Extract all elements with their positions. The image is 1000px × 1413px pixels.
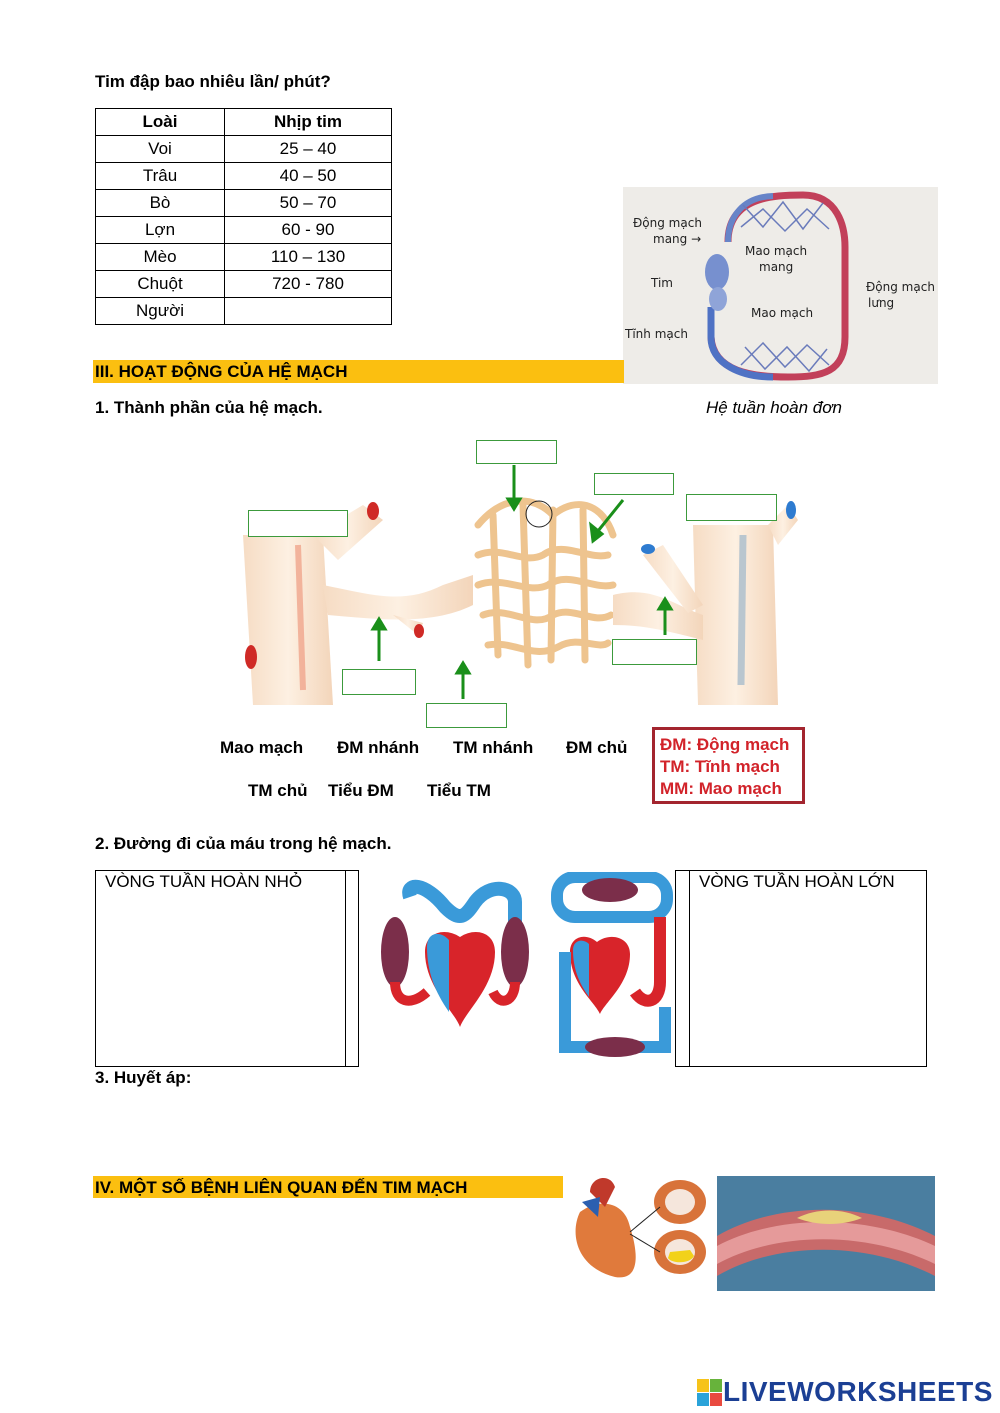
blank-vena-cava[interactable] (686, 494, 777, 521)
word-aorta: ĐM chủ (566, 738, 628, 757)
table-divider-right (675, 870, 690, 1067)
subheading-blood-pressure: 3. Huyết áp: (95, 1068, 192, 1087)
systemic-circulation-box[interactable] (689, 870, 927, 1067)
table-row (96, 217, 392, 244)
table-cell: 50 – 70 (225, 190, 392, 217)
word-capillary: Mao mạch (220, 738, 304, 757)
word-vein-branch: TM nhánh (453, 738, 534, 757)
blank-capillary-top[interactable] (476, 440, 557, 464)
table-row (96, 190, 392, 217)
heart-rate-answer-cell[interactable] (225, 298, 392, 325)
table-cell: 60 - 90 (225, 217, 392, 244)
table-cell: Người (96, 298, 225, 325)
liveworksheets-logo-text: LIVEWORKSHEETS (723, 1376, 993, 1407)
blank-vein-branch[interactable] (612, 639, 697, 665)
label-gill-capillary: Mao mạch (745, 244, 808, 258)
table-cell: Lợn (96, 217, 225, 244)
label-capillary: Mao mạch (751, 306, 814, 320)
heart-disease-image (560, 1172, 715, 1282)
table-row (96, 163, 392, 190)
legend-capillary: MM: Mao mạch (660, 779, 782, 798)
table-cell: Voi (96, 136, 225, 163)
table-divider-left (345, 870, 359, 1067)
legend-artery: ĐM: Động mạch (660, 735, 790, 754)
blank-arteriole[interactable] (426, 703, 507, 728)
label-heart: Tim (651, 276, 673, 290)
table-cell: 720 - 780 (225, 271, 392, 298)
systemic-circulation-label: VÒNG TUẦN HOÀN LỚN (699, 872, 895, 891)
artery-plaque-image (717, 1176, 935, 1291)
blank-aorta[interactable] (248, 510, 348, 537)
table-row (96, 298, 392, 325)
question-heart-rate: Tim đập bao nhiêu lần/ phút? (95, 72, 331, 91)
word-vena-cava: TM chủ (248, 781, 308, 800)
pulmonary-circulation-box[interactable] (95, 870, 346, 1067)
section-3-banner: III. HOẠT ĐỘNG CỦA HỆ MẠCH (93, 360, 624, 383)
label-gill-artery-2: mang → (653, 232, 702, 246)
heart-rate-table (95, 108, 392, 325)
table-cell: 110 – 130 (225, 244, 392, 271)
table-header-rate: Nhịp tim (225, 109, 392, 136)
word-artery-branch: ĐM nhánh (337, 738, 420, 757)
table-cell: Mèo (96, 244, 225, 271)
table-header-row (96, 109, 392, 136)
pulmonary-circulation-label: VÒNG TUẦN HOÀN NHỎ (105, 872, 303, 891)
word-arteriole: Tiểu ĐM (328, 781, 394, 800)
table-cell: Chuột (96, 271, 225, 298)
table-row (96, 244, 392, 271)
liveworksheets-logo-icon (697, 1379, 723, 1407)
subheading-vessel-components: 1. Thành phần của hệ mạch. (95, 398, 323, 417)
heart-circulation-image (365, 872, 675, 1065)
abbreviation-legend (652, 727, 805, 804)
subheading-blood-path: 2. Đường đi của máu trong hệ mạch. (95, 834, 392, 853)
table-header-species: Loài (96, 109, 225, 136)
table-cell: 40 – 50 (225, 163, 392, 190)
label-dorsal-artery-2: lưng (868, 296, 895, 310)
blank-artery-branch[interactable] (342, 669, 416, 695)
label-vein: Tĩnh mạch (625, 327, 688, 341)
table-cell: Bò (96, 190, 225, 217)
blank-capillary-right[interactable] (594, 473, 674, 495)
table-row (96, 136, 392, 163)
table-cell: 25 – 40 (225, 136, 392, 163)
single-circulation-caption: Hệ tuần hoàn đơn (706, 398, 842, 417)
table-row (96, 271, 392, 298)
single-circulation-diagram (623, 187, 938, 384)
label-gill-artery: Động mạch (633, 216, 702, 230)
label-gill-capillary-2: mang (759, 260, 794, 274)
table-cell: Trâu (96, 163, 225, 190)
legend-vein: TM: Tĩnh mạch (660, 757, 780, 776)
section-4-banner: IV. MỘT SỐ BỆNH LIÊN QUAN ĐẾN TIM MẠCH (93, 1176, 563, 1198)
word-venule: Tiểu TM (427, 781, 491, 800)
label-dorsal-artery: Động mạch (866, 280, 935, 294)
